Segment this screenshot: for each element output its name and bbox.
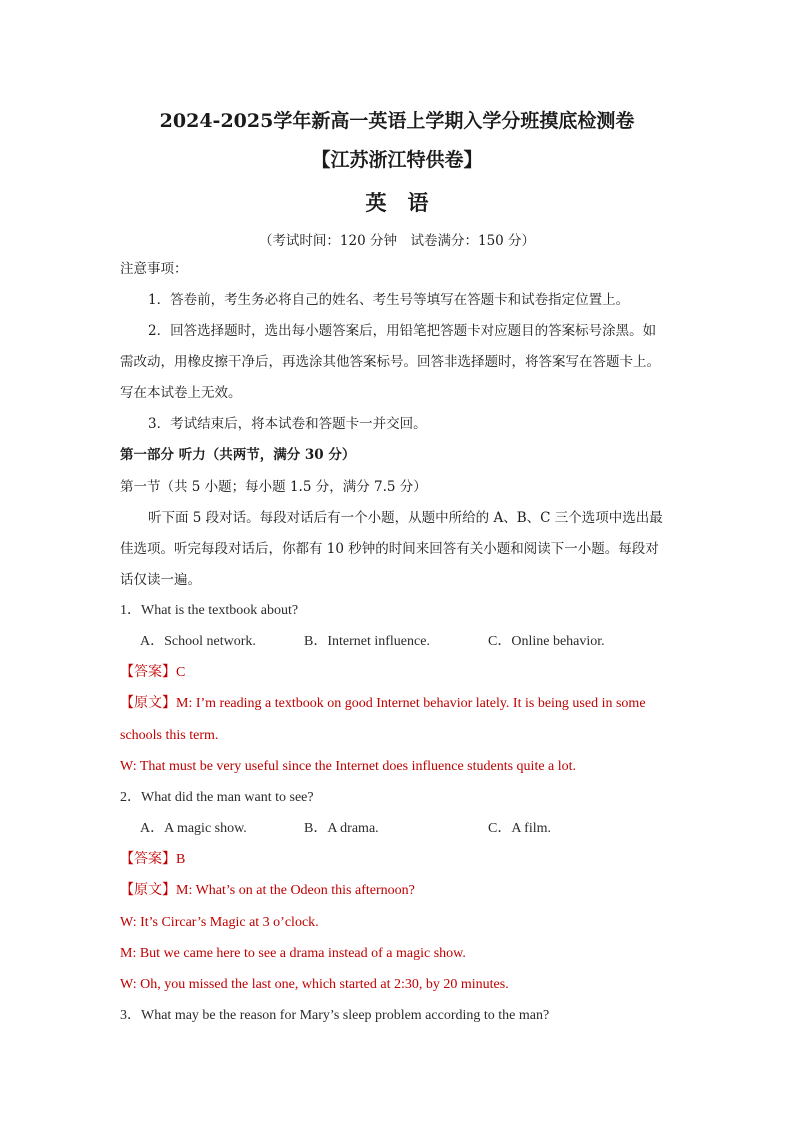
question-1-transcript-line-3: W: That must be very useful since the Internet does influence students quite a lot. [120,759,577,774]
instruction-line-2: 佳选项。听完每段对话后，你都有 10 秒钟的时间来回答有关小题和阅读下一小题。每段对 [120,541,659,557]
question-1-option-b: B．Internet influence. [304,634,430,649]
instruction-line-1: 听下面 5 段对话。每段对话后有一个小题，从题中所给的 A、B、C 三个选项中选出最 [148,510,663,526]
subject-title: 英 语 [365,190,429,215]
note-item-3: 3．考试结束后，将本试卷和答题卡一并交回。 [148,416,427,432]
question-1-transcript-line-2: schools this term. [120,728,219,743]
question-2-transcript-line-3: M: But we came here to see a drama instead of a magic show. [120,946,466,961]
question-1-option-a: A．School network. [140,634,256,649]
notes-heading: 注意事项： [120,261,188,277]
note-item-2-line-1: 2．回答选择题时，选出每小题答案后，用铅笔把答题卡对应题目的答案标号涂黑。如 [148,323,657,339]
question-2-option-a: A．A magic show. [140,821,247,836]
question-2-stem: 2．What did the man want to see? [120,790,314,805]
question-3-stem: 3．What may be the reason for Mary’s sleep problem according to the man? [120,1008,550,1023]
exam-info: （考试时间：120 分钟 试卷满分：150 分） [258,233,536,249]
section1-heading: 第一节（共 5 小题；每小题 1.5 分，满分 7.5 分） [120,479,427,495]
exam-title: 2024-2025学年新高一英语上学期入学分班摸底检测卷 [159,110,635,132]
question-2-option-c: C．A film. [488,821,552,836]
instruction-line-3: 话仅读一遍。 [120,572,201,588]
question-2-transcript-line-4: W: Oh, you missed the last one, which started at 2:30, by 20 minutes. [120,977,509,992]
question-2-answer: 【答案】B [120,852,186,867]
note-item-2-line-2: 需改动，用橡皮擦干净后，再选涂其他答案标号。回答非选择题时，将答案写在答题卡上。 [120,354,660,370]
part1-heading: 第一部分 听力（共两节，满分 30 分） [120,447,356,463]
question-1-stem: 1．What is the textbook about? [120,603,299,618]
question-2-transcript-line-1: 【原文】M: What’s on at the Odeon this afternoon? [120,883,415,898]
note-item-1: 1．答卷前，考生务必将自己的姓名、考生号等填写在答题卡和试卷指定位置上。 [148,292,630,308]
exam-subtitle: 【江苏浙江特供卷】 [311,149,483,171]
question-1-answer: 【答案】C [120,665,186,680]
note-item-2-line-3: 写在本试卷上无效。 [120,385,242,401]
question-2-option-b: B．A drama. [304,821,379,836]
question-1-transcript-line-1: 【原文】M: I’m reading a textbook on good Internet behavior lately. It is being used in some [120,696,646,711]
question-1-option-c: C．Online behavior. [488,634,605,649]
question-2-transcript-line-2: W: It’s Circar’s Magic at 3 o’clock. [120,915,319,930]
